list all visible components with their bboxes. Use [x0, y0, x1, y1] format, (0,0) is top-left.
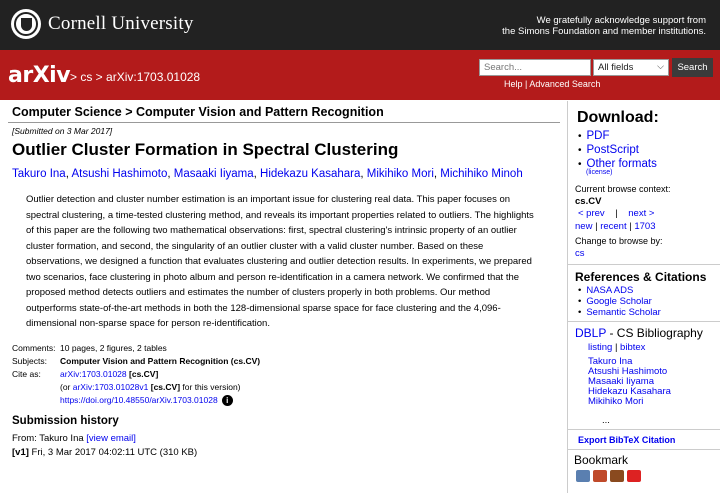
bookmark-icons	[576, 470, 641, 482]
sciencewise-icon[interactable]	[627, 470, 641, 482]
cornell-header	[0, 0, 720, 50]
author-link[interactable]: Takuro Ina	[12, 168, 66, 180]
cite-version: (or arXiv:1703.01028v1 [cs.CV] for this version)	[60, 382, 241, 392]
author-link[interactable]: Atsushi Hashimoto	[71, 168, 168, 180]
dblp-author-link[interactable]: Atsushi Hashimoto	[588, 366, 668, 377]
change-browse-cs[interactable]: cs	[575, 248, 585, 259]
context-label: Current browse context:	[575, 184, 671, 194]
search-scope-select[interactable]: All fields ⌵	[593, 59, 669, 76]
breadcrumb-id: arXiv:1703.01028	[106, 70, 201, 84]
dblp-listing-link[interactable]: listing	[588, 342, 613, 353]
cite-label: Cite as:	[12, 369, 41, 379]
version-v1: [v1] Fri, 3 Mar 2017 04:02:11 UTC (310 KB)	[12, 447, 198, 458]
view-email-link[interactable]: [view email]	[86, 433, 136, 444]
cite-value: arXiv:1703.01028 [cs.CV]	[60, 369, 159, 379]
comments-value: 10 pages, 2 figures, 2 tables	[60, 343, 167, 353]
doi	[60, 395, 233, 406]
advanced-search-link[interactable]: Advanced Search	[529, 79, 601, 89]
divider	[568, 429, 720, 430]
cite-v1-link[interactable]: arXiv:1703.01028v1	[72, 382, 149, 392]
search-input[interactable]: Search...	[479, 59, 591, 76]
export-bibtex-link[interactable]: Export BibTeX Citation	[578, 435, 676, 445]
references-list	[578, 285, 661, 318]
divider	[568, 321, 720, 322]
subjects-label: Subjects:	[12, 356, 47, 366]
next-link[interactable]: next >	[628, 208, 655, 219]
semantic-scholar-link[interactable]: Semantic Scholar	[586, 307, 661, 318]
bookmark-heading: Bookmark	[574, 453, 629, 467]
help-link[interactable]: Help	[504, 79, 523, 89]
dblp-link[interactable]: DBLP	[575, 326, 607, 340]
recent-link[interactable]: recent	[600, 221, 627, 232]
search-button[interactable]: Search	[672, 58, 713, 77]
mendeley-icon[interactable]	[593, 470, 607, 482]
nasa-ads-link[interactable]: NASA ADS	[586, 285, 634, 296]
author-link[interactable]: Hidekazu Kasahara	[260, 168, 361, 180]
dblp-author-link[interactable]: Takuro Ina	[588, 356, 633, 367]
breadcrumb: > cs > arXiv:1703.01028	[70, 70, 201, 84]
cornell-seal-icon	[11, 9, 41, 39]
acknowledgement: We gratefully acknowledge support from the Simons Foundation and member institutions.	[502, 15, 706, 37]
google-scholar-link[interactable]: Google Scholar	[586, 296, 652, 307]
paper-title: Outlier Cluster Formation in Spectral Clustering	[12, 140, 399, 159]
v1-link[interactable]: [v1]	[12, 447, 29, 458]
month-link[interactable]: 1703	[634, 221, 656, 232]
comments-label: Comments:	[12, 343, 56, 353]
context-nav: < prev | next >	[578, 208, 655, 219]
cornell-logo[interactable]	[11, 9, 194, 39]
submitter: From: Takuro Ina [view email]	[12, 433, 136, 444]
references-heading: References & Citations	[575, 270, 707, 284]
divider	[8, 122, 560, 123]
submission-history-heading: Submission history	[12, 415, 119, 427]
dblp-author-list	[588, 357, 671, 407]
sidebar	[567, 101, 720, 493]
download-pdf[interactable]: PDF	[586, 130, 610, 142]
author-link[interactable]: Masaaki Iiyama	[173, 168, 254, 180]
new-link[interactable]: new	[575, 221, 593, 232]
context-value: cs.CV	[575, 196, 602, 207]
subject-header: Computer Science > Computer Vision and Pattern Recognition	[12, 105, 384, 119]
author-list: Takuro Ina, Atsushi Hashimoto, Masaaki Iiyama, Hidekazu Kasahara, Mikihiko Mori, Michihiko Minoh	[12, 168, 523, 180]
chevron-down-icon: ⌵	[657, 61, 664, 71]
reddit-icon[interactable]	[610, 470, 624, 482]
download-postscript[interactable]: PostScript	[586, 144, 639, 156]
abstract: Outlier detection and cluster number estimation is an important issue for clustering real data. This paper focuses on spectral clustering, a time-tested clustering method, and reveals its important properties related to outliers. The highlights of this paper are the following two mathematical observations: first, spectral clustering's intrinsic property of an outlier cluster formation, and second, the singularity of an outlier cluster with a valid cluster number. Based on these observations, we designed a function that evaluates clustering and outlier detection results. In experiments, we prepared two scenarios, face clustering in photo album and person re-identification in a camera network. We confirmed that the proposed method detects outliers and estimates the number of clusters properly in both problems. Our method outperforms state-of-the-art methods in both the 128-dimensional sparse space for face clustering and the 4,096-dimensional non-sparse space for person re-identification.	[26, 194, 534, 329]
bibsonomy-icon[interactable]	[576, 470, 590, 482]
download-list	[578, 129, 657, 171]
arxiv-logo[interactable]: arXiv	[8, 63, 71, 88]
download-other[interactable]: Other formats	[586, 158, 657, 170]
download-heading: Download:	[577, 109, 659, 126]
dblp-author-link[interactable]: Mikihiko Mori	[588, 396, 644, 407]
help-links: Help | Advanced Search	[504, 79, 601, 89]
dblp-author-link[interactable]: Masaaki Iiyama	[588, 376, 654, 387]
author-link[interactable]: Mikihiko Mori	[366, 168, 434, 180]
context-list-nav: new | recent | 1703	[575, 221, 656, 232]
breadcrumb-cs[interactable]: cs	[80, 70, 93, 84]
cornell-name: Cornell University	[48, 13, 194, 34]
dblp-heading: DBLP - CS Bibliography	[575, 326, 703, 340]
divider	[568, 264, 720, 265]
doi-link[interactable]: https://doi.org/10.48550/arXiv.1703.01028	[60, 395, 218, 405]
divider	[568, 449, 720, 450]
dblp-author-link[interactable]: Hidekazu Kasahara	[588, 386, 671, 397]
subjects-value: Computer Vision and Pattern Recognition (cs.CV)	[60, 356, 261, 366]
dblp-links: listing | bibtex	[588, 342, 646, 353]
dblp-more: ...	[602, 415, 610, 426]
info-icon[interactable]: i	[222, 395, 233, 406]
prev-link[interactable]: < prev	[578, 208, 605, 219]
change-browse-label: Change to browse by:	[575, 236, 663, 246]
dblp-bibtex-link[interactable]: bibtex	[620, 342, 646, 353]
author-link[interactable]: Michihiko Minoh	[440, 168, 523, 180]
cite-link[interactable]: arXiv:1703.01028	[60, 369, 127, 379]
license-link[interactable]: (license)	[586, 169, 613, 176]
submitted-date: [Submitted on 3 Mar 2017]	[12, 126, 113, 136]
